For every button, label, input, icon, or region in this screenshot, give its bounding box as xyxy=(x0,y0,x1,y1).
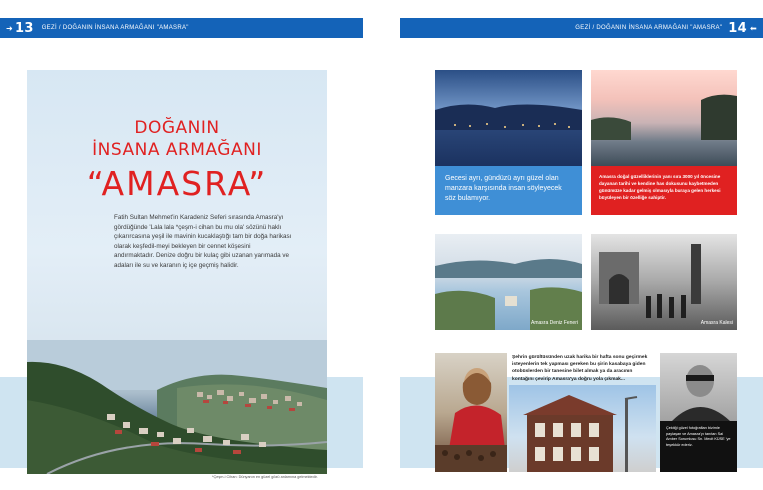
old-house-photo xyxy=(509,385,656,472)
left-footnote: *Çeşm-i Cihan: Dünyanın en güzel gözü anlamına gelmektedir. xyxy=(212,475,318,479)
title-line-2: İNSANA ARMAĞANI xyxy=(92,140,262,160)
hero-photo xyxy=(27,70,327,474)
photographer-note-box xyxy=(660,421,737,472)
left-page-number: 13 xyxy=(15,20,34,36)
lighthouse-photo xyxy=(435,234,582,330)
title-main: “AMASRA” xyxy=(86,164,268,203)
blue-caption-text: Gecesi ayrı, gündüzü ayrı güzel olan manzara karşısında insan söyleyecek söz bulamıyor. xyxy=(445,175,562,202)
chestnut-vendor-photo xyxy=(435,353,507,472)
sunset-sea-photo xyxy=(591,70,737,166)
red-caption-text: Amasra doğal güzelliklerinin yanı sıra 3000 yıl öncesine dayanan tarihi ve kendine has dokusunu kaybetmeden günümüze kadar gelmiş olmasıyla buraya gelen herkesi büyüleyen bir özelliğe sahiptir. xyxy=(599,174,721,200)
red-caption-box xyxy=(591,166,737,215)
right-page-number: 14 xyxy=(728,20,747,36)
castle-street-photo xyxy=(591,234,737,330)
arrow-right-icon: ➜ xyxy=(6,23,14,33)
night-harbor-scene xyxy=(435,70,582,166)
right-header-bar xyxy=(400,18,763,38)
castle-street-scene xyxy=(591,234,737,330)
woman-vendor-scene xyxy=(435,353,507,472)
wooden-house-scene xyxy=(509,385,656,472)
photo-label-castle: Amasra Kalesi xyxy=(700,320,733,326)
title-line-1: DOĞANIN xyxy=(134,118,220,138)
photographer-portrait xyxy=(660,353,737,421)
photographer-note: Çektiği güzel fotoğrafları bizimle paylaşan ve Amasra'yı tanıtan Sai Amber Sorumlusu Sn. Mecit KÜSE 'ye teşekkür ederiz. xyxy=(666,426,731,447)
right-header-title: GEZİ / DOĞANIN İNSANA ARMAĞANI "AMASRA" xyxy=(575,25,723,31)
photographer-photo xyxy=(660,353,737,421)
blue-caption-box xyxy=(435,166,582,215)
left-header-bar xyxy=(0,18,363,38)
sunset-cliffs-scene xyxy=(591,70,737,166)
intro-paragraph: Fatih Sultan Mehmet'in Karadeniz Seferi sırasında Amasra'yı gördüğünde 'Lala lala *çeşm-i cihan bu mu ola' sözünü haklı çıkarırcasına yeşil ile mavinin kucaklaştığı tam bir doğa harikası olarak keşfedil-meyi bekleyen bir cennet köşesini andırmaktadır. Denize doğru bir kulaç gibi uzanan yarımada ve adaları ile su ve karanın iç içe geçmiş halidir. xyxy=(114,214,292,269)
left-header-title: GEZİ / DOĞANIN İNSANA ARMAĞANI "AMASRA" xyxy=(41,25,189,31)
photo-label-lighthouse: Amasra Deniz Feneri xyxy=(531,320,578,326)
night-harbor-photo xyxy=(435,70,582,166)
lighthouse-scene xyxy=(435,234,582,330)
arrow-left-icon: ⬅ xyxy=(749,23,757,33)
middle-paragraph: Şehrin gürültüsünden uzak harika bir hafta sonu geçirmek isteyenlerin tek yapması gereken bu şirin kasabaya giden otobüslerden bir tanesine bilet almak ya da aracının kontağını çevirip Amasra'ya doğru yola çıkmak... xyxy=(512,355,648,382)
